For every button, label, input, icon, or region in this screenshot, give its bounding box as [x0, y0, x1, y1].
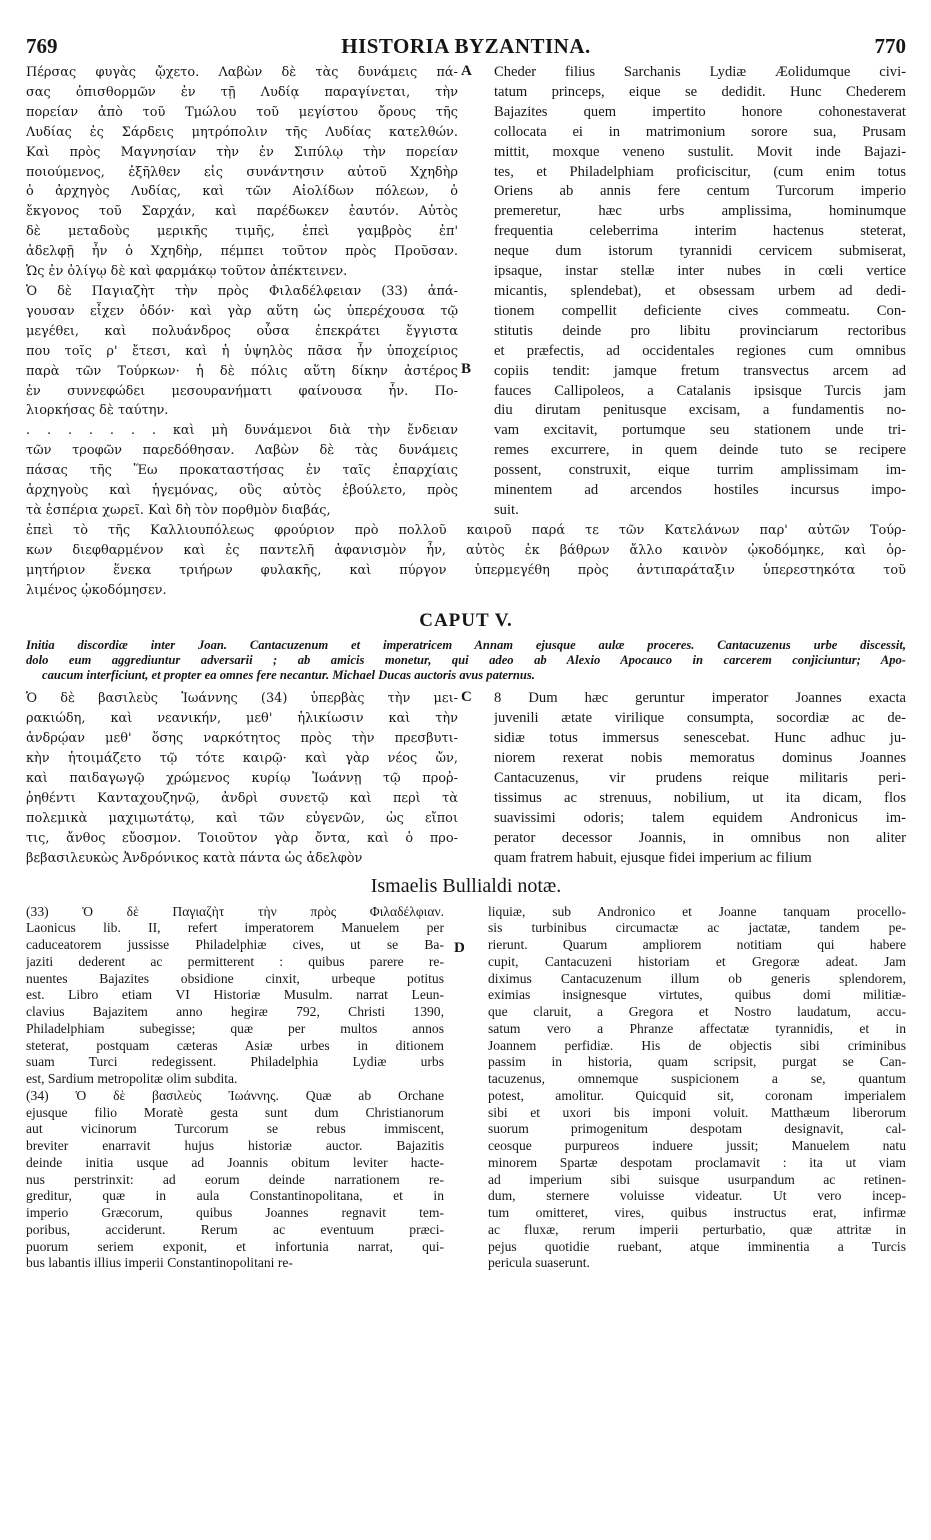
latin-text-line: Oriens ab annis fere centum Turcorum imperio — [494, 183, 906, 200]
note-line: que claruit, a Gregora et Nostro laudatum, accu- — [488, 1004, 906, 1020]
note-line: ejusque filio Moratè gesta sunt dum Christianorum — [26, 1104, 444, 1120]
note-line: clavius Bajazitem anno hegiræ 792, Christi 1390, — [26, 1004, 444, 1020]
greek-text-line: πάσας τῆς Ἕω προκαταστήσας ἐν ταῖς ἐπαρχίαις — [26, 463, 458, 479]
greek-text-line: Καὶ πρὸς Μαγνησίαν τὴν ἐν Σιπύλῳ τὴν πορείαν — [26, 144, 458, 160]
note-line: Joannem perfidiæ. His de objectis sibi criminibus — [488, 1037, 906, 1053]
note-line: pejus quotidie ruebant, atque imminentia a Turcis — [488, 1238, 906, 1254]
margin-marker-b: B — [461, 361, 472, 377]
note-line: nuentes Bajazites obsidione cinxit, urbeque potitus — [26, 970, 444, 986]
greek-text-line: γουσαν εἶχεν ὁδόν· καὶ γὰρ αὕτη ὡς ὑπερέχουσα τῷ — [26, 303, 458, 319]
greek-full-width — [26, 521, 906, 601]
latin-text-line: 8 Dum hæc geruntur imperator Joannes exacta — [494, 690, 906, 707]
summary-line: caucum interficiunt, et propter ea omnes fere necantur. Michael Ducas auctoris avus paternus. — [42, 668, 535, 683]
note-line: suorum primogenitum despotam designavit, cal- — [488, 1121, 906, 1137]
greek-text-line: ῥηθέντι Κανταχουζηνῷ, ἀνδρὶ συνετῷ καὶ περὶ τὰ — [26, 791, 458, 806]
note-line: deinde initia usque ad Joannis obitum leviter hacte- — [26, 1154, 444, 1170]
notes-left-column — [26, 904, 444, 1273]
latin-text-line: ipsaque, instar stellæ inter nubes in cœli vertice — [494, 263, 906, 280]
latin-text-line: collocata ei in matrimonium sorore sua, Prusam — [494, 123, 906, 140]
greek-column — [26, 63, 458, 521]
note-line: diximus Cantacuzenum illum ob generis splendorem, — [488, 970, 906, 986]
note-line: (34) Ὁ δὲ βασιλεὺς Ἰωάννης. Quæ ab Orchane — [26, 1087, 444, 1103]
note-line: tacuzenus, omnemque suspicionem a se, quantum — [488, 1071, 906, 1087]
greek-text-line: δὲ μεταδοὺς μερικῆς τιμῆς, ἐπεὶ γαμβρὸς ἐπ' — [26, 224, 458, 240]
latin-text-line: tes, et Philadelphiam proficiscitur, (cum enim totus — [494, 163, 906, 180]
greek-text-line: σας ὀπισθορμῶν ἐν τῇ Λυδίᾳ παραγίνεται, τὴν — [26, 84, 458, 100]
note-line: dum, sternere voluisse videatur. Ut vero incep- — [488, 1188, 906, 1204]
note-line: tum omitteret, vires, quibus instructus erat, infirmæ — [488, 1205, 906, 1221]
latin-text-line: micantis, splendebat), et obsessam urbem ad dedi- — [494, 282, 906, 299]
latin-text-line: remes excurrere, in quem deinde tuto se recipere — [494, 442, 906, 459]
note-line: suam Turci redegissent. Philadelphia Lydiæ urbs — [26, 1054, 444, 1070]
greek-text-line: πολεμικὰ μαχιμωτάτῳ, καὶ τῶν εὐγενῶν, ὡς εἴποι — [26, 810, 458, 826]
latin-text-line: tionem compellit deficiente cives commeatu. Con- — [494, 302, 906, 319]
latin-text-line: juvenili ætate virilique consumpta, socordiæ ac de- — [494, 710, 906, 727]
greek-text-line: κων διεφθαρμένον καὶ ἐς παντελῆ ἀφανισμὸν ἦν, αὐτὸς ἐκ βάθρων ἄλλο καινὸν ᾠκοδόμηκε, καὶ ὁρ- — [26, 542, 906, 558]
chapter-summary — [26, 638, 906, 683]
greek-text-line: μεγέθει, καὶ πολυάνδρος οὖσα ἐπεκράτει ἔγγιστα — [26, 323, 458, 339]
note-line: liquiæ, sub Andronico et Joanne tanquam procello- — [488, 903, 906, 919]
note-line: cupit, Cantacuzeni historiam et Gregoræ adeat. Jam — [488, 953, 906, 969]
greek-text-line: ὁ ἀρχηγὸς Λυδίας, καὶ τῶν Αἰολίδων πόλεων, ὁ — [26, 184, 458, 200]
latin-text-line: Cheder filius Sarchanis Lydiæ Æolidumque civi- — [494, 64, 906, 80]
greek-text-line: Ὡς ἐν ὀλίγῳ δὲ καὶ φαρμάκῳ τοῦτον ἀπέκτεινεν. — [26, 264, 348, 280]
latin-text-line: neque dum istorum tyrannidi cervicem submiserat, — [494, 243, 906, 260]
greek-text-line: Λυδίας ἐς Σάρδεις μητρόπολιν τῆς Λυδίας κατελθών. — [26, 124, 458, 140]
summary-line: Initia discordiæ inter Joan. Cantacuzenum et imperatricem Annam ejusque aulæ proceres. Cantacuzenus urbe discessit, — [26, 638, 906, 653]
greek-text-line: κὴν ἡτοιμάζετο τῷ τότε καιρῷ· καὶ γὰρ νέος ὤν, — [26, 751, 458, 767]
note-line: nus perstrinxit: ad eorum deinde narrationem re- — [26, 1171, 444, 1187]
summary-line: dolo eum aggrediuntur adversarii ; ab amicis monetur, qui adeo ab Alexio Apocauco in carcerem conjiciuntur; Apo- — [26, 653, 906, 668]
note-line: satum vero a Phranze affectatæ tyrannidis, et in — [488, 1020, 906, 1036]
chapter-columns — [26, 689, 906, 868]
notes-title: Ismaelis Bullialdi notæ. — [370, 874, 562, 897]
page-header — [26, 34, 906, 59]
greek-text-line: παρὰ τῶν Τούρκων· ἡ δὲ πόλις αὕτη δίκην ἀστέρος — [26, 363, 458, 379]
latin-column — [494, 63, 906, 521]
greek-text-line: τις, ἄνθος εὔοσμον. Τοιοῦτον γὰρ ὄντα, καὶ ὁ προ- — [26, 830, 458, 846]
greek-text-line: βεβασιλευκὼς Ἀνδρόνικος κατὰ πάντα ὡς ἀδελφὸν — [26, 850, 363, 866]
note-line: aut vicinorum Turcorum se rebus immiscent, — [26, 1121, 444, 1137]
latin-text-line: niorem rexerat nobis memoratus dominus Joannes — [494, 750, 906, 767]
latin-text-line: quam fratrem habuit, ejusque fidei imperium ac filium — [494, 849, 812, 866]
note-line: ad imperium sibi suisque usurpandum ac retinen- — [488, 1171, 906, 1187]
greek-text-line: τὰ ἑσπέρια χωρεῖ. Καὶ δὴ τὸν πορθμὸν διαβάς, — [26, 502, 331, 518]
note-line: ceosque purpureos induere jussit; Manuelem natu — [488, 1138, 906, 1154]
note-line: greditur, quæ in aula Constantinopolitana, et in — [26, 1188, 444, 1204]
page-number-right: 770 — [874, 34, 906, 58]
note-line: imperio Græcorum, quibus Joannes regnavit tem- — [26, 1205, 444, 1221]
greek-text-line: ἀνδρῴαν μεθ' ὅσης ναρκότητος πρὸς τὴν πρεσβυτι- — [26, 731, 458, 747]
margin-marker-a: A — [461, 63, 472, 79]
note-line: pericula suaserunt. — [488, 1255, 590, 1271]
greek-text-line: τῶν τροφῶν παρεδόθησαν. Λαβὼν δὲ τὰς δυνάμεις — [26, 443, 458, 459]
latin-text-line: premeretur, hæc urbs amplissima, hominumque — [494, 203, 906, 220]
note-line: (33) Ὁ δὲ Παγιαζὴτ τὴν πρὸς Φιλαδέλφιαν. — [26, 903, 444, 919]
latin-text-line: fauces Callipoleos, a Catalanis ipsisque Turcis jam — [494, 382, 906, 399]
page-number-left: 769 — [26, 34, 58, 58]
notes-columns — [26, 904, 906, 1273]
note-line: bus labantis illius imperii Constantinopolitani re- — [26, 1255, 293, 1271]
margin-marker-d: D — [454, 939, 465, 956]
latin-text-line: minentem ad arcendos hostiles incursus impo- — [494, 482, 906, 499]
latin-text-line: suavissimi odoris; talem equidem Andronicus im- — [494, 809, 906, 826]
greek-text-line: μητήριον ἕνεκα τριήρων φυλακῆς, καὶ πύργον ὑπερμεγέθη πρὸς ἀντιπαράταξιν ὑπερεστηκότα τοῦ — [26, 562, 906, 578]
note-line: steterat, postquam cæteras Asiæ urbes in ditionem — [26, 1037, 444, 1053]
top-columns — [26, 63, 906, 521]
note-line: passim in historia, quam scripsit, purgat se Can- — [488, 1054, 906, 1070]
latin-text-line: tissimus ac strenuus, nobilium, ut ita dicam, flos — [494, 790, 906, 806]
note-line: sibi et uxori bis imponi voluit. Matthæum liberorum — [488, 1104, 906, 1120]
greek-text-line: ποιούμενος, ἐξῆλθεν εἰς συνάντησιν αὐτοῦ Χχηδὴρ — [26, 164, 458, 180]
greek-text-line: Πέρσας φυγὰς ᾤχετο. Λαβὼν δὲ τὰς δυνάμεις πά- — [26, 65, 458, 80]
note-line: Laonicus lib. II, refert imperatorem Manuelem per — [26, 920, 444, 936]
latin-text-line: perator decessor Joannis, in omnibus non aliter — [494, 829, 906, 846]
page — [26, 34, 906, 1272]
chapter-latin-column — [494, 689, 906, 868]
greek-text-line: ρακιώδη, καὶ νεανικήν, μεθ' ἡλικίωσιν καὶ τὴν — [26, 711, 458, 727]
margin-marker-c: C — [461, 689, 472, 706]
note-line: est, Sardium metropolitæ olim subdita. — [26, 1071, 238, 1087]
greek-text-line: Ὁ δὲ Παγιαζὴτ τὴν πρὸς Φιλαδέλφειαν (33) ἀπά- — [26, 283, 458, 299]
greek-text-line: λιορκήσας δὲ ταύτην. — [26, 403, 169, 419]
note-line: puorum seriem exponit, et infortunia narrat, qui- — [26, 1238, 444, 1254]
greek-text-line: λιμένος ᾠκοδόμησεν. — [26, 582, 167, 598]
greek-text-line: Ὁ δὲ βασιλεὺς Ἰωάννης (34) ὑπερβὰς τὴν μει- — [26, 691, 458, 707]
latin-text-line: Bajazites quem impertito honore cohonestaverat — [494, 103, 906, 120]
note-line: jaziti dederent ac permitterent : quibus parere re- — [26, 953, 444, 969]
note-line: Philadelphiam subegisse; quæ per multos annos — [26, 1020, 444, 1036]
note-line: sis turbinibus circumactæ ac jactatæ, tandem pe- — [488, 920, 906, 936]
latin-text-line: Cantacuzenus, vir prudens reique militaris peri- — [494, 770, 906, 787]
greek-text-line: . . . . . . . καὶ μὴ δυνάμενοι διὰ τὴν ἔνδειαν — [26, 423, 458, 439]
latin-text-line: sidiæ totus immersus senescebat. Hunc adhuc ju- — [494, 730, 906, 747]
note-line: poribus, acciderunt. Rerum ac eventuum præci- — [26, 1221, 444, 1237]
note-line: ac fluxæ, rerum imperii perturbatio, quæ attritæ in — [488, 1221, 906, 1237]
latin-text-line: suit. — [494, 501, 519, 518]
chapter-title: CAPUT V. — [419, 610, 513, 632]
note-line: breviter enarravit hujus historiæ auctor. Bajazitis — [26, 1138, 444, 1154]
note-line: eximias insignesque virtutes, quibus domi militiæ- — [488, 987, 906, 1003]
latin-text-line: mittit, moxque veneno sustulit. Movit inde Bajazi- — [494, 143, 906, 160]
latin-text-line: possent, construxit, eique turrim amplissimam im- — [494, 462, 906, 479]
chapter-greek-column — [26, 689, 458, 868]
greek-text-line: ἀδελφῇ ἦν ὁ Χχηδὴρ, πέμπει τοῦτον πρὸς Προῦσαν. — [26, 244, 458, 260]
note-line: rierunt. Quarum ampliorem notitiam qui habere — [488, 937, 906, 953]
note-line: caduceatorem jussisse Philadelphiæ cives, ut se Ba- — [26, 937, 444, 953]
latin-text-line: diu dirutam penitusque excisam, a fundamentis no- — [494, 402, 906, 419]
greek-text-line: ἀρχηγοὺς καὶ ἡγεμόνας, οὓς αὐτὸς ἐβούλετο, πρὸς — [26, 483, 458, 499]
note-line: potest, amolitur. Quicquid sit, coronam imperialem — [488, 1087, 906, 1103]
latin-text-line: frequentia celeberrima interim hactenus steterat, — [494, 223, 906, 240]
greek-text-line: καὶ παιδαγωγῷ χρώμενος κυρίῳ Ἰωάννῃ τῷ προῤ- — [26, 771, 458, 787]
greek-text-line: ἔκγονος τοῦ Σαρχάν, καὶ παρέδωκεν ἑαυτόν. Αὐτὸς — [26, 204, 458, 220]
latin-text-line: et præfectis, ad occidentales regiones cum omnibus — [494, 342, 906, 359]
latin-text-line: copiis tendit: jamque fretum transvectus arcem ad — [494, 362, 906, 379]
notes-right-column — [488, 904, 906, 1273]
latin-text-line: vam excitavit, portumque seu stationem unde tri- — [494, 422, 906, 439]
latin-text-line: tatum princeps, eique se dedidit. Hunc Chederem — [494, 83, 906, 100]
greek-text-line: ἐπεὶ τὸ τῆς Καλλιουπόλεως φρούριον πρὸ πολλοῦ καιροῦ παρά τε τῶν Κατελάνων παρ' αὐτῶν Τούρ- — [26, 522, 906, 538]
latin-text-line: stitutis deinde pro libitu provinciarum rectoribus — [494, 322, 906, 339]
running-title: HISTORIA BYZANTINA. — [341, 34, 591, 58]
greek-text-line: που τοῖς ρ' ἔτεσι, καὶ ἡ ὑψηλὸς πᾶσα ἦν ὑποχείριος — [26, 343, 458, 359]
note-line: minorem Spartæ despotam proclamavit : ita ut viam — [488, 1154, 906, 1170]
greek-text-line: ἐν συννεφώδει μεσουρανήματι φαίνουσα ἦν. Πο- — [26, 383, 458, 399]
greek-text-line: πορείαν ἀπὸ τοῦ Τμώλου τοῦ μεγίστου ὄρους τῆς — [26, 104, 458, 120]
note-line: est. Libro etiam VI Historiæ Musulm. narrat Leun- — [26, 987, 444, 1003]
